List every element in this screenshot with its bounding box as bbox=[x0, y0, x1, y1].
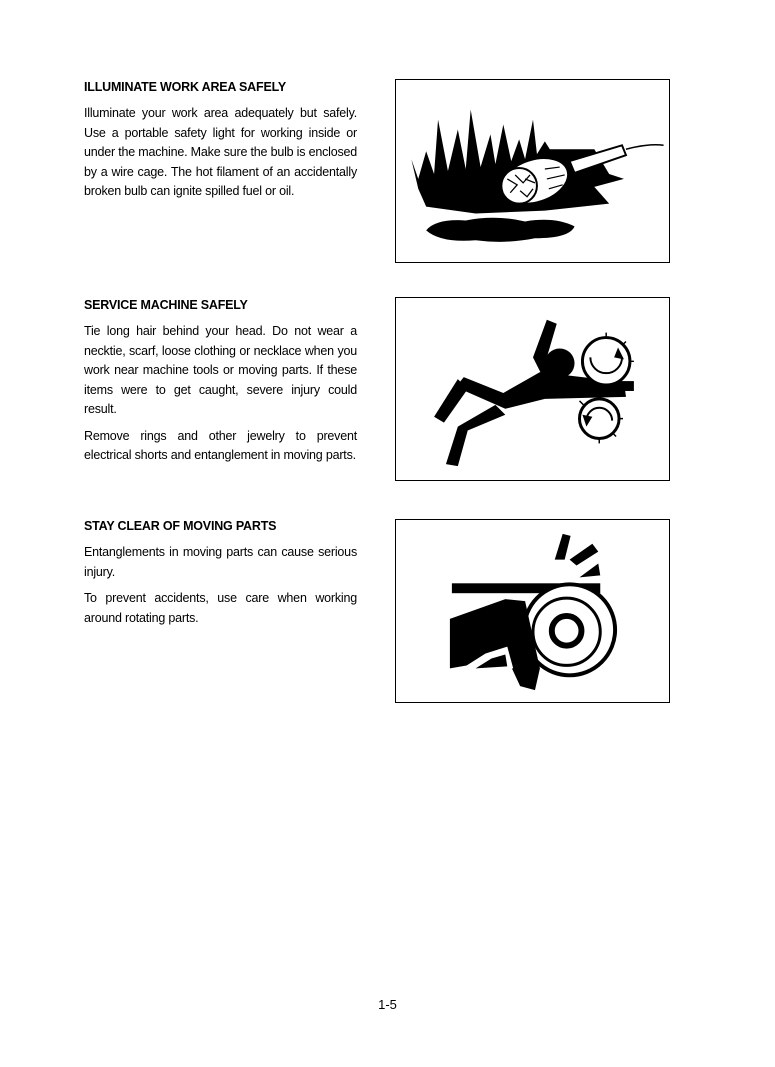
person-caught-in-rollers-figure bbox=[395, 297, 670, 481]
broken-bulb-fire-figure bbox=[395, 79, 670, 263]
section-heading: STAY CLEAR OF MOVING PARTS bbox=[84, 519, 277, 533]
section-paragraph: Remove rings and other jewelry to prevent electrical shorts and entanglement in moving parts. bbox=[84, 428, 357, 462]
section-heading: SERVICE MACHINE SAFELY bbox=[84, 298, 248, 312]
section-paragraph: Tie long hair behind your head. Do not wear a necktie, scarf, loose clothing or necklace when you work near machine tools or moving parts. If these items were to get caught, severe injury could result. bbox=[84, 324, 357, 416]
section-paragraph: To prevent accidents, use care when working around rotating parts. bbox=[84, 591, 357, 625]
page-number: 1-5 bbox=[378, 997, 397, 1012]
section-illuminate-work-area bbox=[84, 80, 357, 209]
section-paragraph: Illuminate your work area adequately but safely. Use a portable safety light for working inside or under the machine. Make sure the bulb is enclosed by a wire cage. The hot filament of an accidentally broken bulb can ignite spilled fuel or oil. bbox=[84, 106, 358, 198]
section-paragraph: Entanglements in moving parts can cause serious injury. bbox=[84, 545, 357, 579]
section-service-machine bbox=[84, 298, 357, 473]
section-stay-clear-moving-parts bbox=[84, 519, 357, 635]
person-caught-in-rollers-icon bbox=[396, 298, 669, 480]
broken-bulb-fire-icon bbox=[396, 80, 669, 262]
hand-caught-in-pulley-figure bbox=[395, 519, 670, 703]
section-heading: ILLUMINATE WORK AREA SAFELY bbox=[84, 80, 287, 94]
hand-caught-in-pulley-icon bbox=[396, 520, 669, 702]
